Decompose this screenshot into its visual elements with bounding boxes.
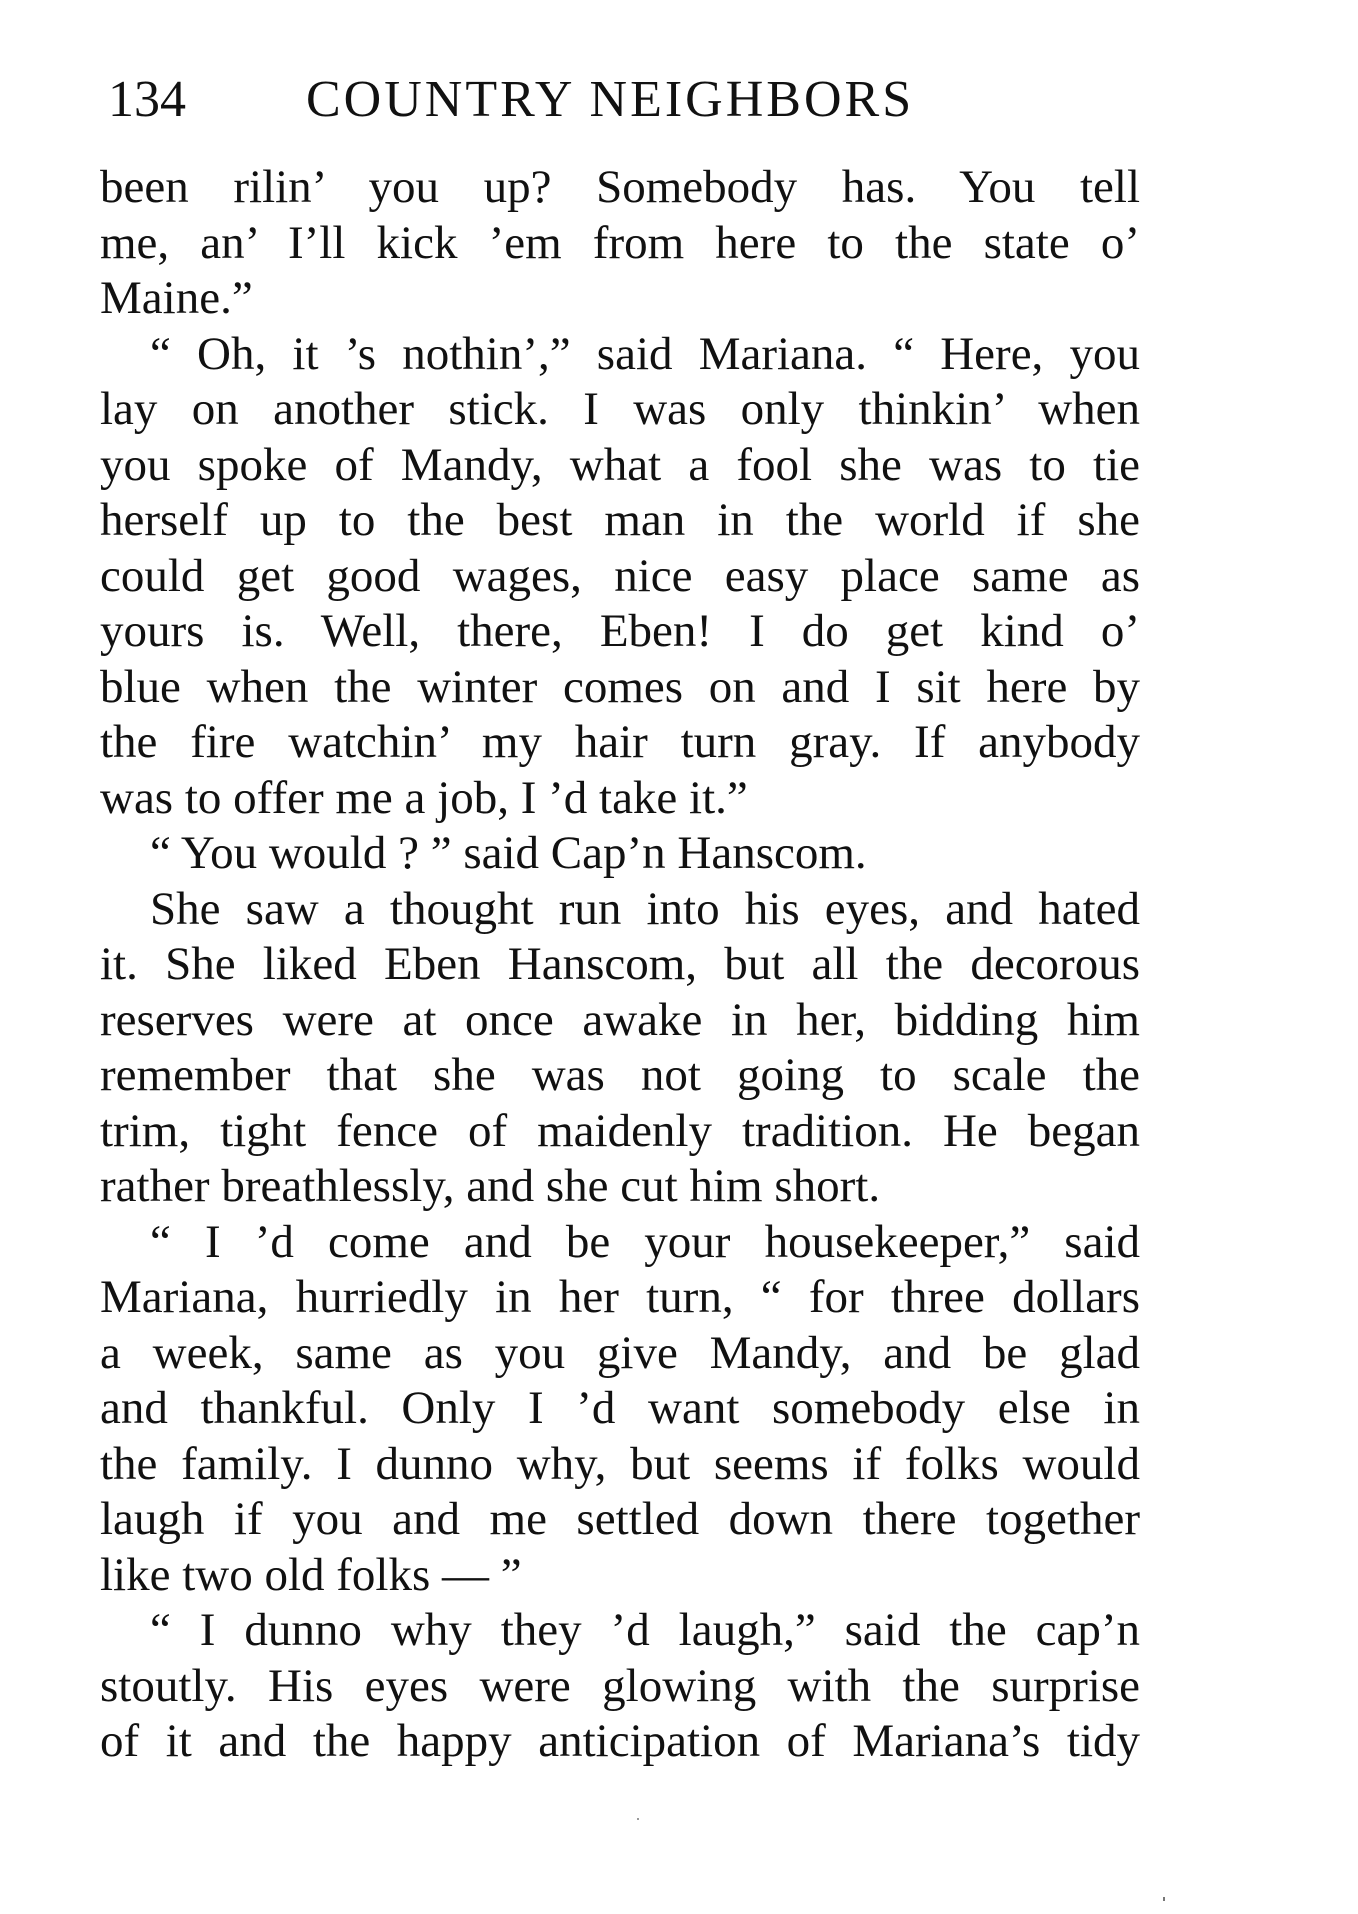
body-text bbox=[100, 160, 1140, 1770]
page-header bbox=[108, 70, 1148, 130]
text-line: Mariana, hurriedly in her turn, “ for three dollars bbox=[100, 1271, 1140, 1323]
text-line: the family. I dunno why, but seems if folks would bbox=[100, 1437, 1140, 1490]
text-line: could get good wages, nice easy place same as bbox=[100, 549, 1140, 602]
text-line: “ I dunno why they ’d laugh,” said the cap’n bbox=[150, 1604, 1140, 1656]
text-line: “ Oh, it ’s nothin’,” said Mariana. “ Here, you bbox=[150, 327, 1140, 380]
text-line: been rilin’ you up? Somebody has. You tell bbox=[100, 161, 1140, 213]
text-line: stoutly. His eyes were glowing with the surprise bbox=[100, 1659, 1140, 1712]
text-line: like two old folks — ” bbox=[100, 1548, 522, 1601]
text-line: trim, tight fence of maidenly tradition. He began bbox=[100, 1104, 1140, 1157]
text-line: was to offer me a job, I ’d take it.” bbox=[100, 771, 748, 824]
text-line: yours is. Well, there, Eben! I do get kind o’ bbox=[100, 605, 1140, 657]
text-line: the fire watchin’ my hair turn gray. If anybody bbox=[100, 716, 1140, 768]
text-line: lay on another stick. I was only thinkin’ when bbox=[100, 383, 1140, 435]
text-line: of it and the happy anticipation of Mariana’s tidy bbox=[100, 1715, 1140, 1767]
text-line: herself up to the best man in the world if she bbox=[100, 494, 1140, 546]
text-line: laugh if you and me settled down there together bbox=[100, 1493, 1140, 1545]
text-line: you spoke of Mandy, what a fool she was to tie bbox=[100, 438, 1140, 491]
text-line: me, an’ I’ll kick ’em from here to the state o’ bbox=[100, 216, 1140, 269]
text-line: and thankful. Only I ’d want somebody else in bbox=[100, 1382, 1140, 1434]
text-line: it. She liked Eben Hanscom, but all the decorous bbox=[100, 938, 1140, 990]
text-line: “ You would ? ” said Cap’n Hanscom. bbox=[150, 827, 867, 879]
text-line: a week, same as you give Mandy, and be glad bbox=[100, 1326, 1140, 1379]
print-speck bbox=[637, 1818, 639, 1820]
text-line: Maine.” bbox=[100, 272, 253, 324]
page-number: 134 bbox=[108, 71, 186, 128]
text-line: remember that she was not going to scale the bbox=[100, 1049, 1140, 1101]
text-line: She saw a thought run into his eyes, and hated bbox=[150, 882, 1140, 935]
text-line: rather breathlessly, and she cut him short. bbox=[100, 1160, 881, 1212]
print-speck bbox=[1163, 1897, 1165, 1901]
text-line: “ I ’d come and be your housekeeper,” said bbox=[150, 1215, 1140, 1268]
text-line: blue when the winter comes on and I sit here by bbox=[100, 660, 1140, 713]
text-line: reserves were at once awake in her, bidding him bbox=[100, 993, 1140, 1046]
running-title: COUNTRY NEIGHBORS bbox=[306, 71, 915, 128]
